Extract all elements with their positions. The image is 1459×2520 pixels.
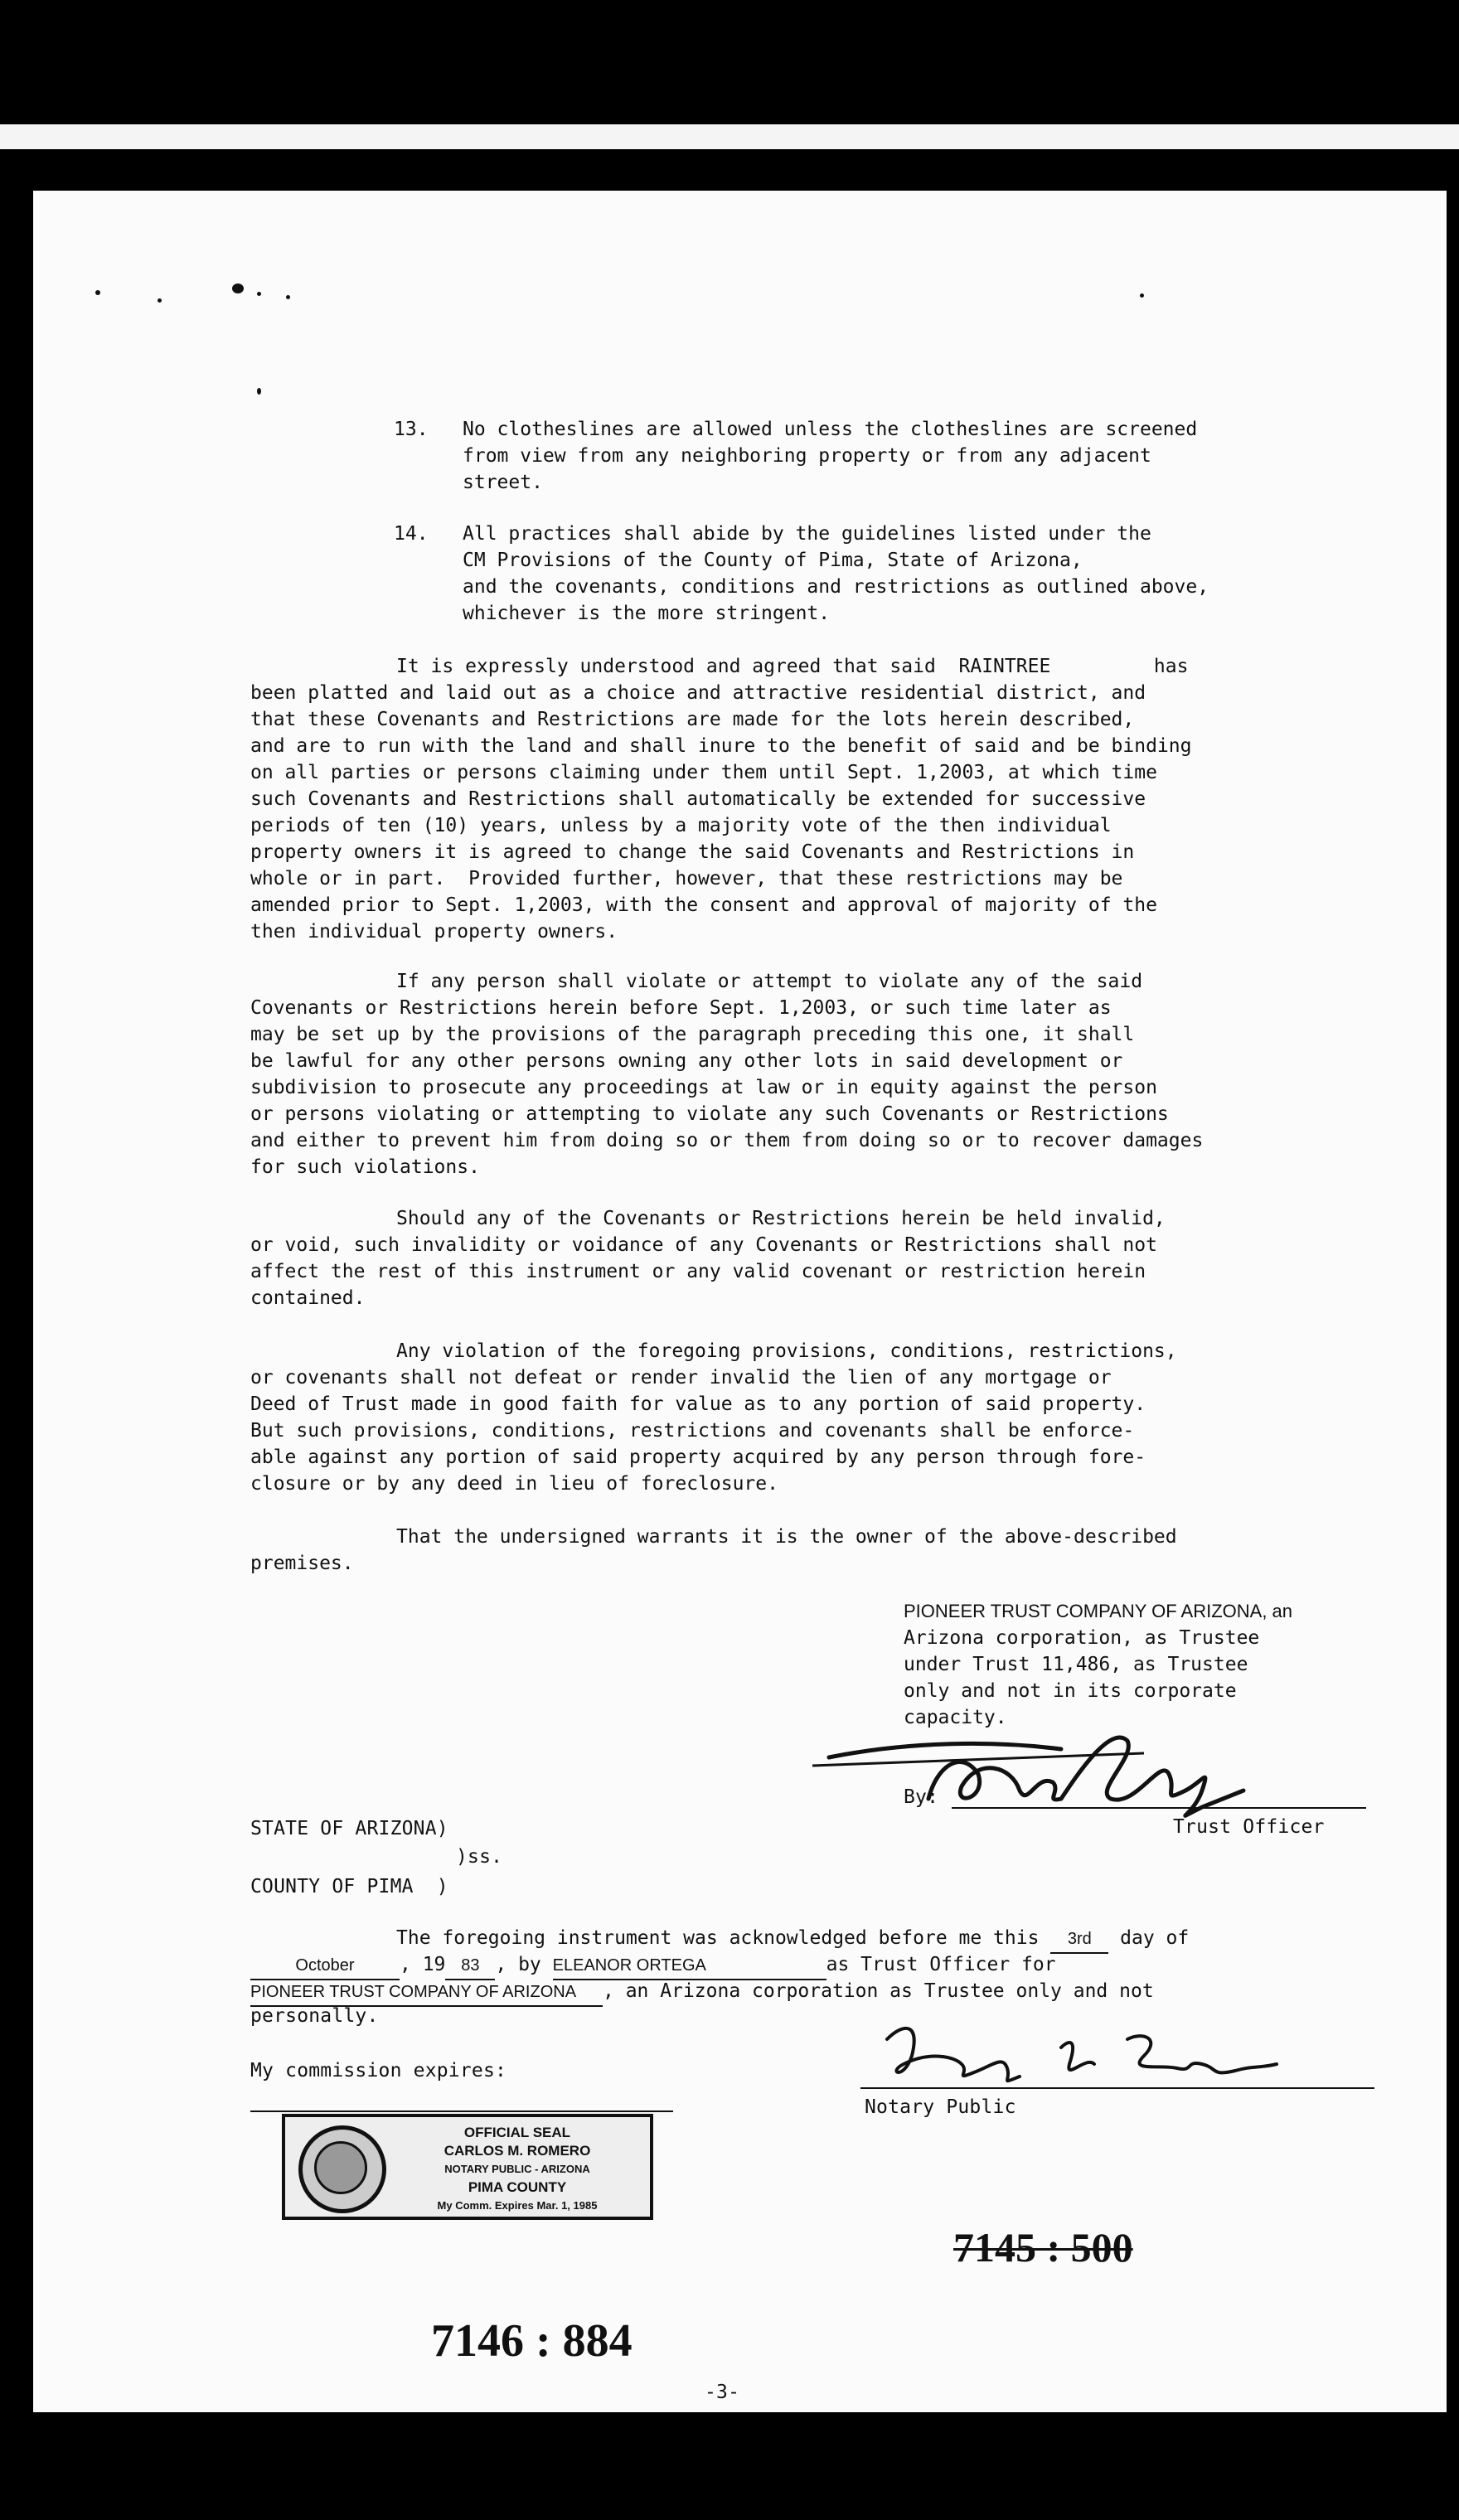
paragraph-line: contained. — [250, 1287, 366, 1309]
paragraph-line: or covenants shall not defeat or render invalid the lien of any mortgage or — [250, 1367, 1112, 1388]
by-label: By: — [904, 1786, 939, 1808]
ack-personally: personally. — [250, 2005, 379, 2027]
ack-day: 3rd — [1050, 1926, 1108, 1954]
venue-county: COUNTY OF PIMA ) — [250, 1876, 448, 1897]
paragraph-line: or persons violating or attempting to violate any such Covenants or Restrictions — [250, 1103, 1169, 1125]
stamp-line: My Comm. Expires Mar. 1, 1985 — [437, 2199, 598, 2212]
trustee-line: under Trust 11,486, as Trustee — [904, 1654, 1248, 1675]
speck — [257, 292, 261, 296]
docket-struck: 7145 : 500 — [953, 2224, 1133, 2270]
paragraph-line: If any person shall violate or attempt to violate any of the said — [396, 971, 1143, 992]
paragraph-line: and either to prevent him from doing so or them from doing so or to recover damages — [250, 1130, 1204, 1151]
paragraph-line: or void, such invalidity or voidance of any Covenants or Restrictions shall not — [250, 1234, 1157, 1256]
ack-intro: The foregoing instrument was acknowledged before me this — [396, 1927, 1040, 1949]
stamp-line: NOTARY PUBLIC - ARIZONA — [444, 2163, 590, 2175]
stamp-text — [393, 2124, 642, 2215]
paragraph-line: Should any of the Covenants or Restrictions herein be held invalid, — [396, 1208, 1166, 1229]
ack-line-3 — [250, 1978, 1154, 2007]
notary-seal-icon — [298, 2125, 386, 2213]
notary-public-label: Notary Public — [865, 2096, 1016, 2118]
speck — [158, 298, 162, 303]
docket-number: 7146 : 884 — [431, 2315, 633, 2367]
paragraph-line: whole or in part. Provided further, however, that these restrictions may be — [250, 868, 1123, 889]
paragraph-line: Covenants or Restrictions herein before Sept. 1,2003, or such time later as — [250, 997, 1112, 1019]
item-13-number: 13. — [394, 419, 429, 440]
speck — [1140, 293, 1144, 298]
item-14-line: All practices shall abide by the guidelines listed under the — [463, 523, 1151, 545]
trustee-line: only and not in its corporate — [904, 1680, 1237, 1702]
item-13-line: street. — [463, 472, 543, 493]
item-13-line: from view from any neighboring property or from any adjacent — [463, 445, 1151, 467]
paragraph-line: premises. — [250, 1553, 354, 1574]
item-14-line: and the covenants, conditions and restrictions as outlined above, — [463, 576, 1209, 598]
venue-state: STATE OF ARIZONA) — [250, 1818, 448, 1839]
paragraph-line: may be set up by the provisions of the paragraph preceding this one, it shall — [250, 1024, 1135, 1045]
page-number: -3- — [705, 2382, 740, 2403]
venue-ss: )ss. — [456, 1846, 503, 1868]
stamp-line: PIMA COUNTY — [468, 2179, 567, 2195]
trustee-name: PIONEER TRUST COMPANY OF ARIZONA, an — [904, 1601, 1293, 1621]
trustee-line: Arizona corporation, as Trustee — [904, 1627, 1260, 1649]
commission-line — [250, 2110, 673, 2112]
paragraph-line: amended prior to Sept. 1,2003, with the consent and approval of majority of the — [250, 894, 1157, 916]
paragraph-line: It is expressly understood and agreed that said RAINTREE has — [396, 656, 1189, 677]
scan-strip — [0, 124, 1459, 149]
document-page — [33, 191, 1447, 2412]
paragraph-line: affect the rest of this instrument or any valid covenant or restriction herein — [250, 1261, 1146, 1282]
speck — [232, 284, 244, 293]
item-14-line: CM Provisions of the County of Pima, State of Arizona, — [463, 550, 1083, 571]
paragraph-line: Any violation of the foregoing provisions, conditions, restrictions, — [396, 1340, 1177, 1362]
trustee-line: capacity. — [904, 1707, 1007, 1728]
notary-signature — [829, 2006, 1360, 2097]
paragraph-line: on all parties or persons claiming under them until Sept. 1,2003, at which time — [250, 762, 1157, 783]
paragraph-lien — [250, 1338, 1177, 1497]
paragraph-line: But such provisions, conditions, restrictions and covenants shall be enforce- — [250, 1420, 1135, 1442]
ack-line-1 — [396, 1925, 1189, 1954]
speck — [286, 295, 290, 299]
paragraph-line: been platted and laid out as a choice and attractive residential district, and — [250, 682, 1146, 704]
trust-officer-title: Trust Officer — [1173, 1816, 1325, 1838]
ack-officer-name: ELEANOR ORTEGA — [553, 1952, 826, 1980]
speck — [95, 290, 100, 295]
ack-company: PIONEER TRUST COMPANY OF ARIZONA — [250, 1979, 603, 2007]
paragraph-line: able against any portion of said property acquired by any person through fore- — [250, 1447, 1146, 1468]
ack-month: October — [250, 1952, 400, 1980]
paragraph-line: that these Covenants and Restrictions are made for the lots herein described, — [250, 709, 1135, 730]
paragraph-line: such Covenants and Restrictions shall automatically be extended for successive — [250, 788, 1146, 810]
paragraph-line: closure or by any deed in lieu of foreclosure. — [250, 1473, 778, 1495]
paragraph-line: property owners it is agreed to change the said Covenants and Restrictions in — [250, 841, 1135, 863]
paragraph-line: for such violations. — [250, 1156, 480, 1178]
stamp-line: OFFICIAL SEAL — [463, 2125, 571, 2140]
item-14-number: 14. — [394, 523, 429, 545]
ack-by: , by — [495, 1954, 541, 1975]
scan-border-top — [0, 0, 1459, 178]
ack-tail: , an Arizona corporation as Trustee only and not — [603, 1980, 1154, 2002]
notary-line — [860, 2087, 1374, 2089]
ack-as: as Trust Officer for — [826, 1954, 1056, 1975]
ack-line-2 — [250, 1951, 1056, 1980]
paragraph-line: subdivision to prosecute any proceedings at law or in equity against the person — [250, 1077, 1157, 1098]
paragraph-raintree — [250, 653, 1191, 945]
notary-stamp — [282, 2114, 653, 2220]
ack-day-of: day of — [1120, 1927, 1190, 1949]
item-14-line: whichever is the more stringent. — [463, 603, 831, 624]
paragraph-warranty — [250, 1524, 1177, 1577]
speck — [257, 388, 261, 395]
item-13-text — [463, 416, 1197, 496]
paragraph-line: That the undersigned warrants it is the owner of the above-described — [396, 1526, 1177, 1548]
ack-year: 83 — [445, 1952, 495, 1980]
trust-officer-signature — [812, 1708, 1310, 1824]
signature-line — [952, 1807, 1366, 1809]
item-14-text — [463, 521, 1209, 627]
paragraph-line: be lawful for any other persons owning any other lots in said development or — [250, 1050, 1123, 1072]
paragraph-line: and are to run with the land and shall inure to the benefit of said and be binding — [250, 735, 1192, 757]
commission-label: My commission expires: — [250, 2060, 507, 2081]
paragraph-line: periods of ten (10) years, unless by a majority vote of the then individual — [250, 815, 1112, 836]
paragraph-line: Deed of Trust made in good faith for value as to any portion of said property. — [250, 1393, 1146, 1415]
item-13-line: No clotheslines are allowed unless the clotheslines are screened — [463, 419, 1198, 440]
stamp-line: CARLOS M. ROMERO — [444, 2143, 591, 2159]
ack-year-prefix: , 19 — [400, 1954, 446, 1975]
paragraph-violation — [250, 968, 1203, 1180]
paragraph-invalidity — [250, 1205, 1166, 1311]
paragraph-line: then individual property owners. — [250, 921, 618, 943]
